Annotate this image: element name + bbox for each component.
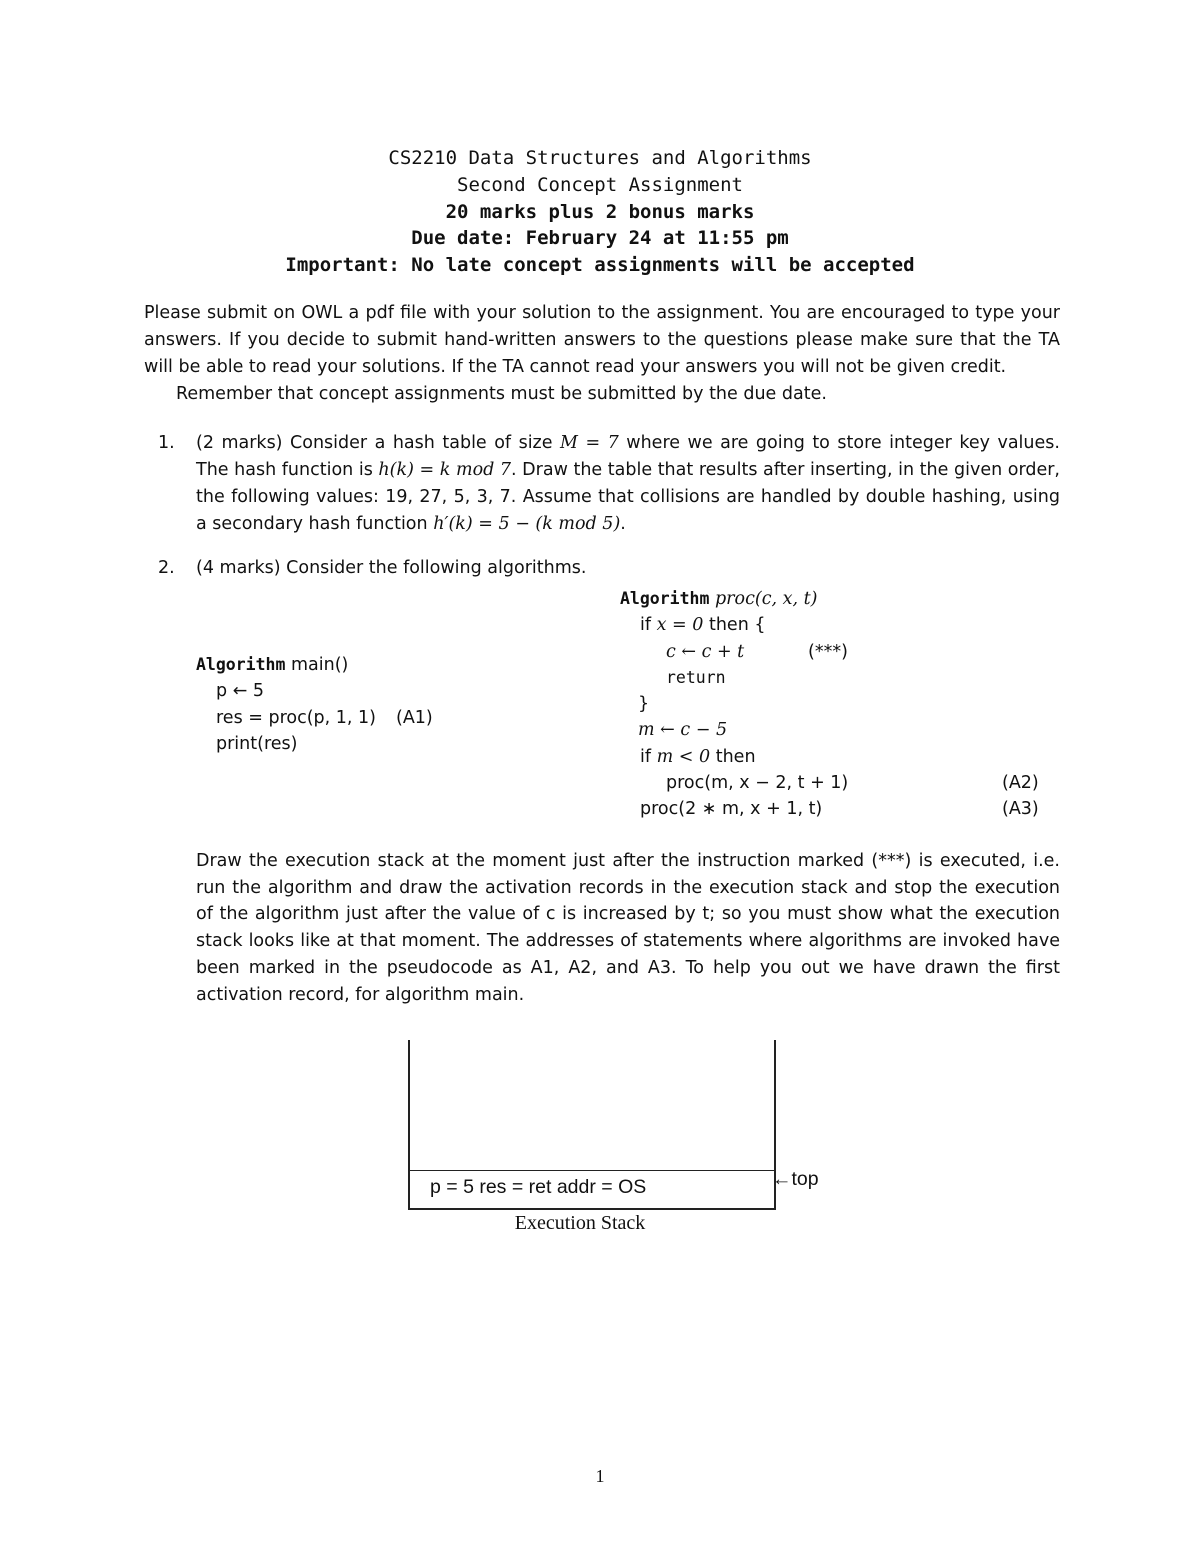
execution-stack-diagram <box>408 1040 776 1210</box>
math-secondary-hash: h′(k) = 5 − (k mod 5) <box>433 514 621 534</box>
code-line: c ← c + t <box>666 641 745 662</box>
code-line: proc(2 ∗ m, x + 1, t) <box>640 799 823 820</box>
marked-instruction: (***) <box>808 641 848 662</box>
question-marks: (4 marks) <box>196 558 281 578</box>
math-hash-function: h(k) = k mod 7 <box>378 460 512 480</box>
code-keyword: then { <box>708 615 766 636</box>
marks-line: 20 marks plus 2 bonus marks <box>445 200 755 223</box>
top-label: ←top <box>772 1168 819 1190</box>
due-date: Due date: February 24 at 11:55 pm <box>411 227 789 250</box>
call-address: (A3) <box>1002 799 1039 820</box>
reminder-paragraph: Remember that concept assignments must be submitted by the due date. <box>176 384 827 404</box>
question-text: Consider a hash table of size <box>290 433 553 453</box>
code-keyword: return <box>666 667 726 687</box>
algorithm-title: main() <box>290 655 349 675</box>
code-keyword: if <box>640 746 652 767</box>
course-title: CS2210 Data Structures and Algorithms <box>388 147 812 169</box>
algorithm-main <box>196 652 433 757</box>
instructions-paragraph: Please submit on OWL a pdf file with your solution to the assignment. You are encouraged to type your answers. If you decide to submit hand-written answers to the questions please make sure that the TA will be able to read your solutions. If the TA cannot read your answers you will not be given credit. <box>144 303 1060 377</box>
question-2 <box>158 555 1060 582</box>
algorithm-proc <box>620 586 1039 823</box>
question-text: where we are going to store integer key values. The hash function is <box>196 433 1060 480</box>
question-1 <box>158 430 1060 538</box>
code-keyword: then <box>715 746 756 767</box>
question-2-description: Draw the execution stack at the moment just after the instruction marked (***) is executed, i.e. run the algorithm and draw the activation records in the execution stack and stop the execution of the algorithm just after the value of c is increased by t; so you must show what the execution stack looks like at that moment. The addresses of statements where algorithms are invoked have been marked in the pseudocode as A1, A2, and A3. To help you out we have drawn the first activation record, for algorithm main. <box>196 851 1060 1005</box>
call-address: (A1) <box>396 707 433 728</box>
assignment-title: Second Concept Assignment <box>457 173 743 196</box>
question-marks: (2 marks) <box>196 433 283 453</box>
question-number: 2. <box>158 558 175 578</box>
algorithm-title: proc(c, x, t) <box>714 589 818 609</box>
important-text: No late concept assignments will be accepted <box>411 254 915 277</box>
question-text: Consider the following algorithms. <box>286 558 587 578</box>
code-keyword: Algorithm <box>620 589 710 608</box>
code-condition: m < 0 <box>656 746 711 767</box>
code-brace: } <box>638 694 650 715</box>
question-text: . <box>620 514 626 534</box>
code-line: p ← 5 <box>216 681 265 702</box>
question-text: . Draw the table that results after inserting, in the given order, the following values: 19, 27, 5, 3, 7. Assume that collisions are handled by double hashing, using a secondary hash function <box>196 460 1060 534</box>
important-label: Important: <box>285 254 400 277</box>
activation-record-text: p = 5 res = ret addr = OS <box>430 1176 647 1198</box>
code-keyword: if <box>640 615 652 636</box>
instructions <box>144 300 1060 408</box>
page-number: 1 <box>595 1466 605 1486</box>
code-line: res = proc(p, 1, 1) <box>216 707 377 728</box>
assignment-header <box>0 145 1200 279</box>
stack-bottom-line <box>408 1208 776 1210</box>
math-table-size: M = 7 <box>560 433 619 453</box>
question-number: 1. <box>158 433 175 453</box>
important-note <box>0 252 1200 279</box>
top-pointer <box>772 1168 819 1191</box>
activation-record-main <box>408 1170 776 1208</box>
call-address: (A2) <box>1002 773 1039 794</box>
stack-caption: Execution Stack <box>514 1212 646 1234</box>
code-line: proc(m, x − 2, t + 1) <box>666 773 849 794</box>
code-condition: x = 0 <box>656 615 704 636</box>
code-keyword: Algorithm <box>196 655 286 674</box>
code-line: print(res) <box>216 733 298 754</box>
code-line: m ← c − 5 <box>638 720 728 741</box>
